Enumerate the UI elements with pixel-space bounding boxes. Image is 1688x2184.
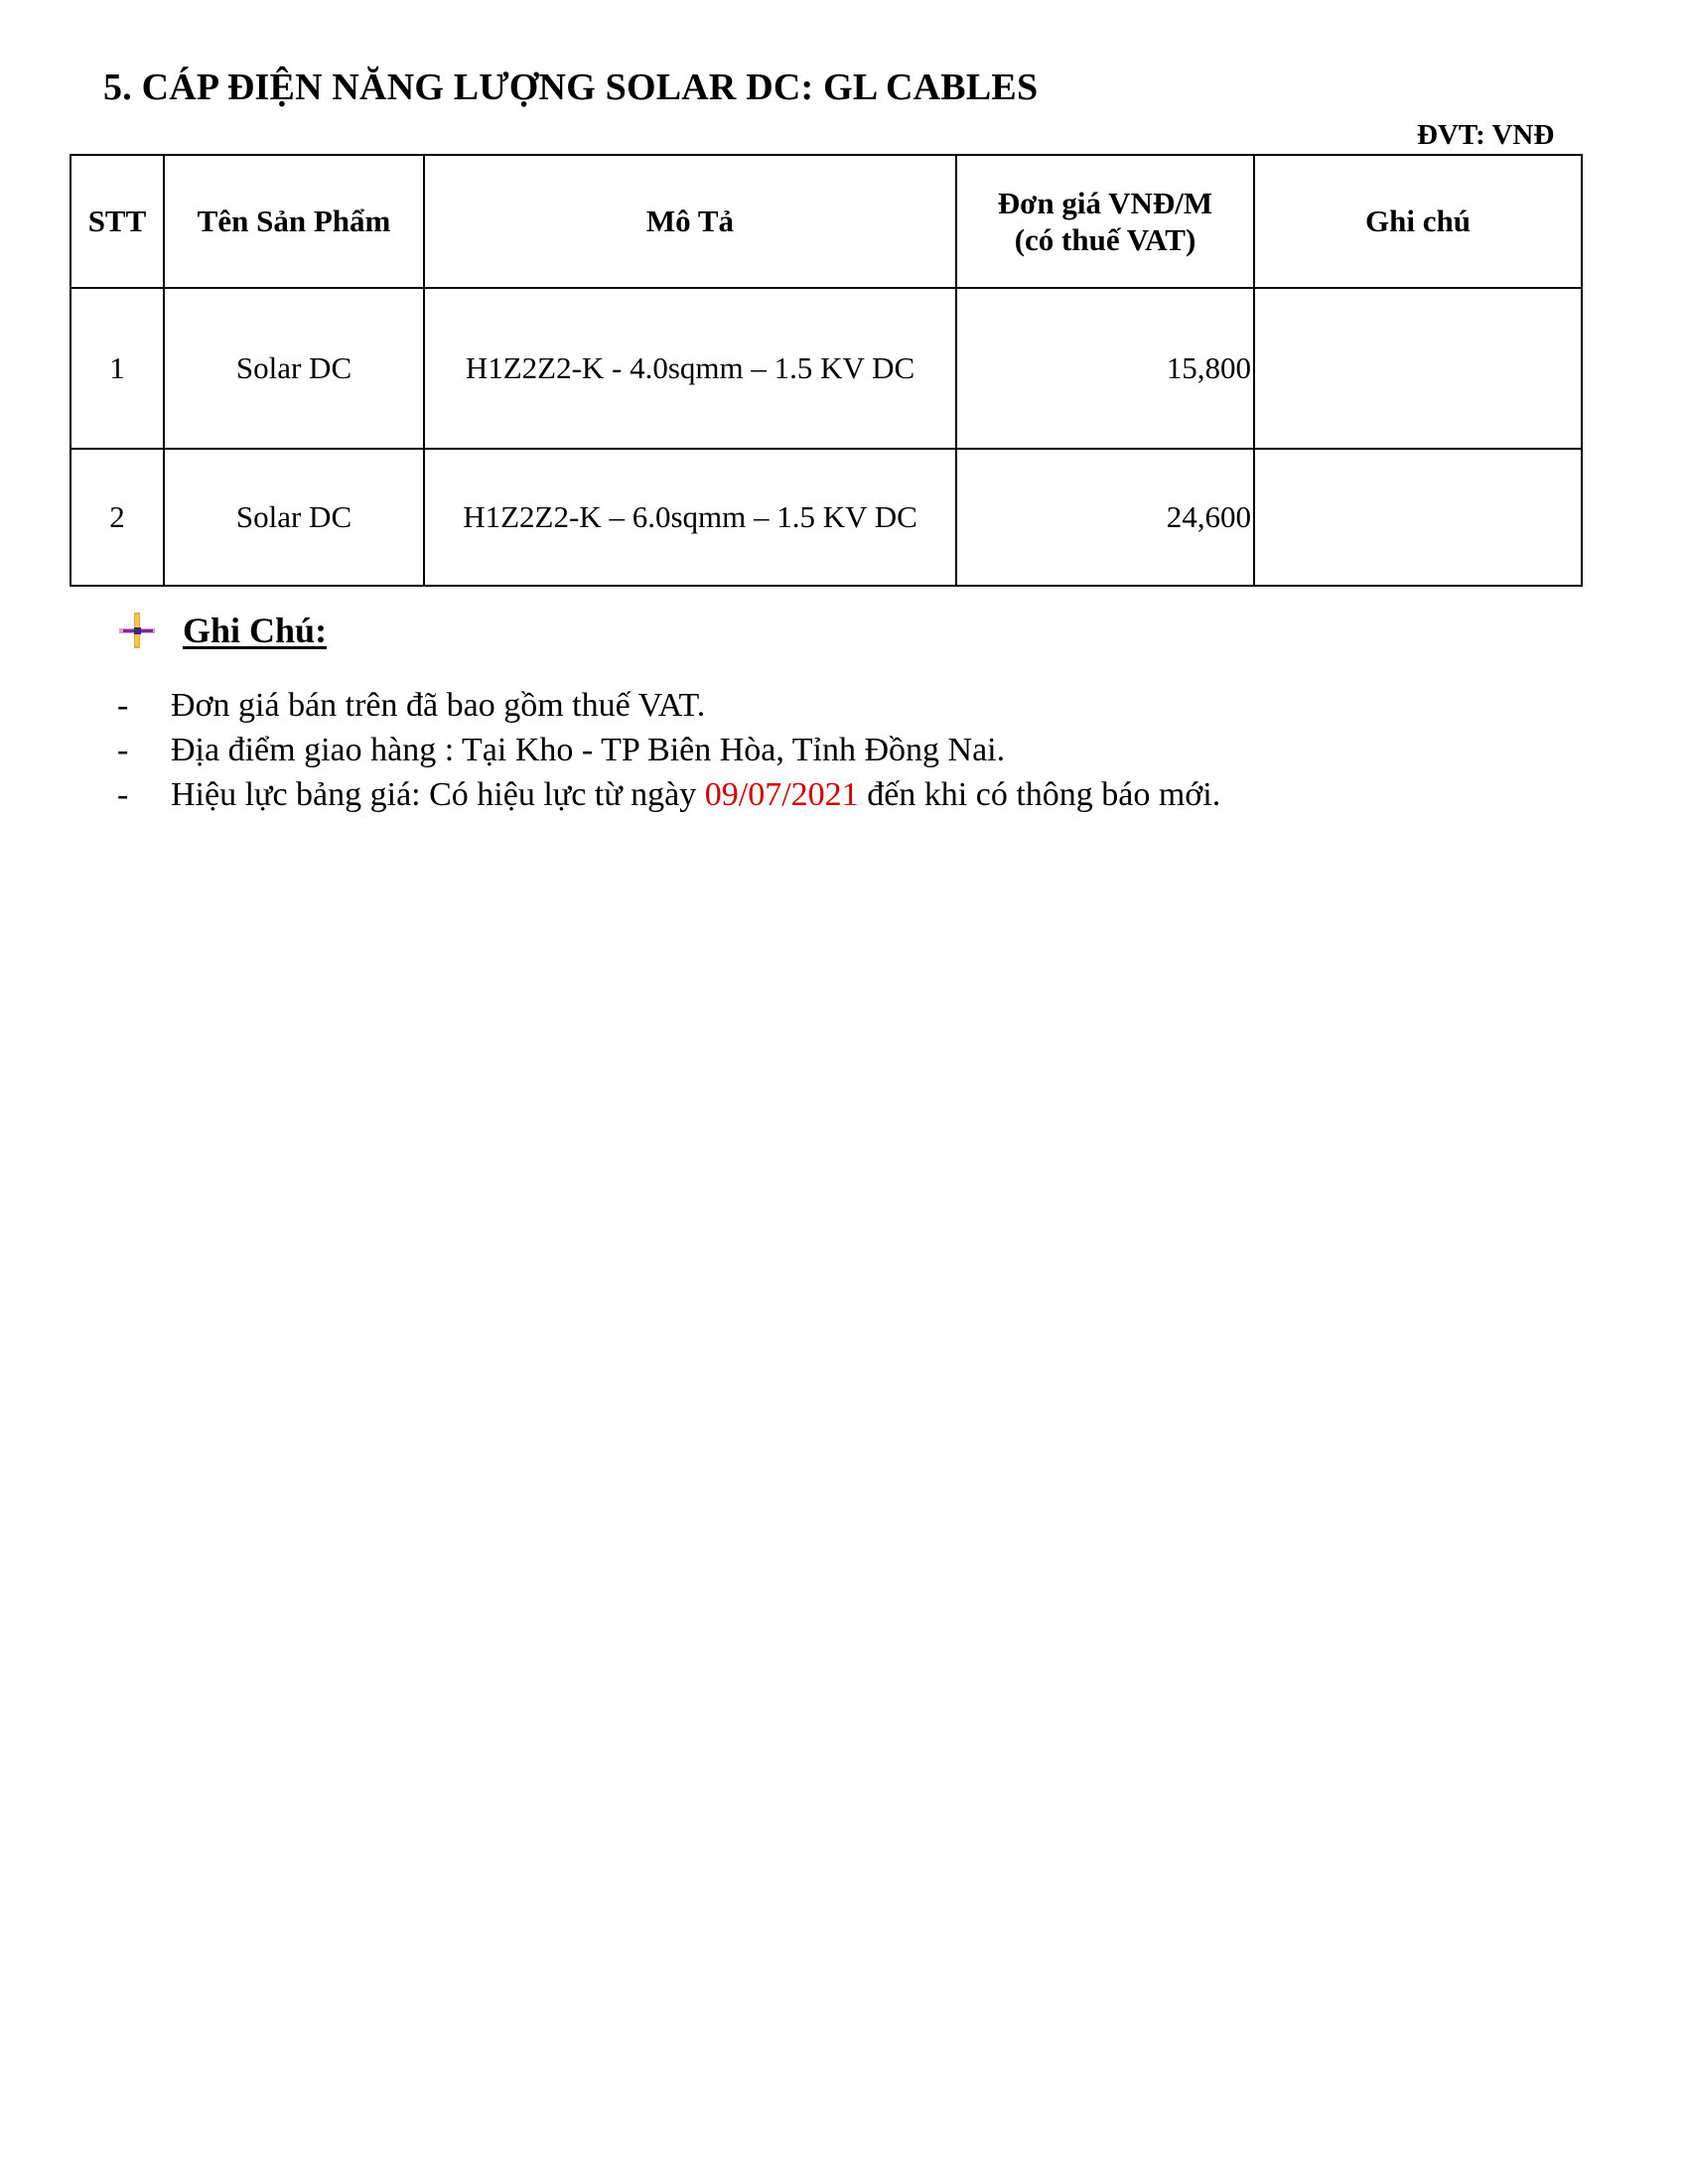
header-unit-price [956, 155, 1254, 288]
table-row [70, 288, 1582, 449]
cell-product-name: Solar DC [164, 449, 424, 586]
page-title: 5. CÁP ĐIỆN NĂNG LƯỢNG SOLAR DC: GL CABLES [103, 67, 1039, 108]
cell-product-name: Solar DC [164, 288, 424, 449]
note-text-delivery: Địa điểm giao hàng : Tại Kho - TP Biên Hòa, Tỉnh Đồng Nai. [171, 732, 1006, 768]
header-product-name: Tên Sản Phẩm [164, 155, 424, 288]
cell-description: H1Z2Z2-K - 4.0sqmm – 1.5 KV DC [424, 288, 956, 449]
notes-list [117, 683, 1220, 817]
cell-stt: 1 [70, 288, 164, 449]
notes-title: Ghi Chú: [183, 611, 328, 650]
list-item [117, 683, 1220, 728]
cell-description: H1Z2Z2-K – 6.0sqmm – 1.5 KV DC [424, 449, 956, 586]
cell-note [1254, 449, 1582, 586]
list-item [117, 728, 1220, 772]
cell-unit-price: 15,800 [956, 288, 1254, 449]
effective-date: 09/07/2021 [704, 776, 859, 813]
notes-header [119, 610, 327, 651]
price-table [70, 154, 1583, 587]
cell-note [1254, 288, 1582, 449]
bullet-dash: - [117, 687, 129, 724]
header-note: Ghi chú [1254, 155, 1582, 288]
cell-stt: 2 [70, 449, 164, 586]
note-text-validity [171, 772, 1220, 817]
note-text-validity-prefix: Hiệu lực bảng giá: Có hiệu lực từ ngày [171, 776, 705, 813]
bullet-dash: - [117, 776, 129, 813]
table-header-row [70, 155, 1582, 288]
table-row [70, 449, 1582, 586]
unit-label: ĐVT: VNĐ [1417, 119, 1555, 151]
bullet-cross-icon [119, 613, 155, 648]
list-item [117, 772, 1220, 817]
header-description: Mô Tả [424, 155, 956, 288]
cell-unit-price: 24,600 [956, 449, 1254, 586]
note-text-vat: Đơn giá bán trên đã bao gồm thuế VAT. [171, 687, 706, 724]
note-text-validity-suffix: đến khi có thông báo mới. [858, 776, 1221, 813]
header-unit-price-line1: Đơn giá VNĐ/M [997, 185, 1213, 220]
bullet-dash: - [117, 732, 129, 768]
header-unit-price-line2: (có thuế VAT) [1014, 222, 1196, 257]
header-stt: STT [70, 155, 164, 288]
